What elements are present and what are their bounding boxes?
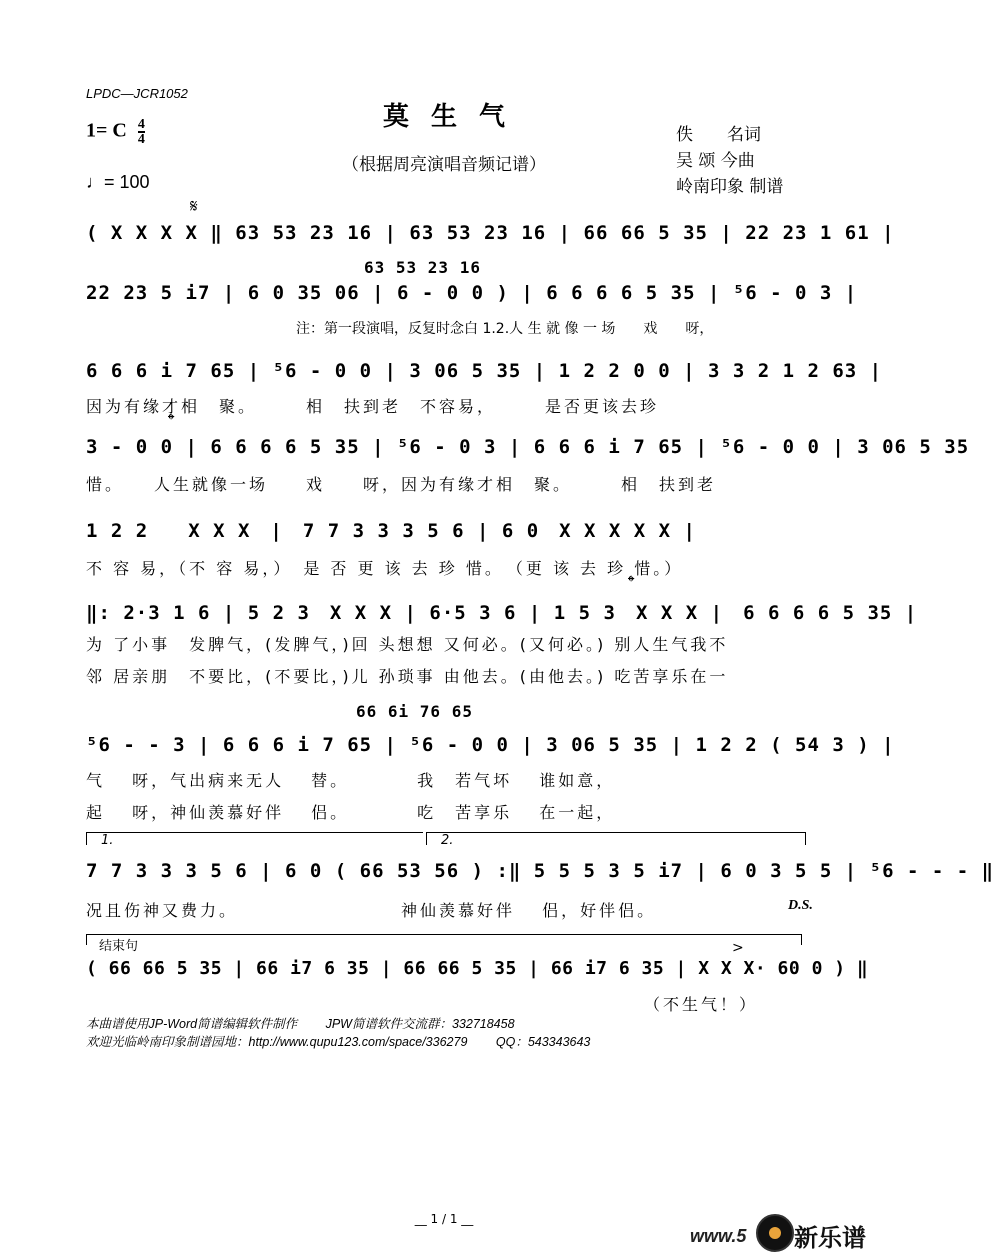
notation-row-2: 22 23 5 i7 | 6 0 35 06 | 6 - 0 0 ) | 6 6 6 6 5 35 | ⁵6 - 0 3 |	[86, 282, 858, 304]
credits	[676, 122, 783, 200]
ending-frame	[86, 934, 802, 954]
footer-software-note: 本曲谱使用JP-Word简谱编辑软件制作 JPW简谱软件交流群：332718458	[86, 1017, 515, 1031]
song-subtitle: （根据周亮演唱音频记谱）	[342, 155, 546, 175]
notation-row-2-upper: 63 53 23 16	[364, 258, 481, 277]
key-text: 1= C	[86, 119, 127, 142]
notation-row-7-upper: 66 6i 76 65	[356, 702, 473, 721]
notation-row-7: ⁵6 - - 3 | 6 6 6 i 7 65 | ⁵6 - 0 0 | 3 06 5 35 | 1 2 2 ( 54 3 ) |	[86, 734, 895, 756]
watermark-brand: 新乐谱	[794, 1224, 866, 1252]
footer-website-note: 欢迎光临岭南印象制谱园地：http://www.qupu123.com/space/336279 QQ：543343643	[86, 1035, 591, 1049]
time-bottom: 4	[137, 132, 145, 147]
credit-composer: 吴 颂 今曲	[676, 151, 755, 171]
dal-segno-mark: D.S.	[788, 898, 813, 913]
page-indicator: __ 1 / 1 __	[414, 1212, 474, 1226]
score-code: LPDC—JCR1052	[86, 86, 188, 101]
performance-note: 注：第一段演唱，反复时念白 1.2.人 生 就 像 一 场 戏 呀，	[296, 321, 714, 337]
ending-label: 结束句	[99, 939, 139, 954]
tempo-mark: ♩= 100	[86, 172, 150, 192]
credit-lyricist: 佚 名词	[676, 125, 761, 145]
accent-mark: >	[732, 940, 744, 956]
song-title: 莫生气	[382, 102, 527, 132]
volta-1-label: 1.	[101, 833, 114, 848]
coda-icon: 𝄌	[168, 410, 175, 431]
volta-second-ending	[426, 832, 806, 848]
notation-row-3: 6 6 6 i 7 65 | ⁵6 - 0 0 | 3 06 5 35 | 1 2 2 0 0 | 3 3 2 1 2 63 |	[86, 360, 883, 382]
coda-icon-2: 𝄌	[628, 572, 635, 593]
time-top: 4	[137, 117, 145, 132]
lyrics-row-5: 不 容 易，（不 容 易，） 是 否 更 该 去 珍 惜。 （更 该 去 珍 惜。）	[86, 559, 684, 578]
lyrics-row-6-verse-1: 为 了小事 发脾气，(发脾气，)回 头想想 又何必。(又何必。) 别人生气我不	[86, 635, 729, 654]
volta-2-label: 2.	[441, 833, 454, 848]
notation-row-8: 7 7 3 3 3 5 6 | 6 0 ( 66 53 56 ) :‖ 5 5 5 3 5 i7 | 6 0 3 5 5 | ⁵6 - - - ‖	[86, 860, 994, 882]
notation-row-4: 3 - 0 0 | 6 6 6 6 5 35 | ⁵6 - 0 3 | 6 6 6 i 7 65 | ⁵6 - 0 0 | 3 06 5 35	[86, 436, 970, 458]
volta-first-ending	[86, 832, 423, 848]
credit-arranger: 岭南印象 制谱	[676, 177, 784, 197]
lyrics-row-7-verse-1: 气 呀，气出病来无人 替。 我 若气坏 谁如意，	[86, 771, 616, 790]
lyrics-ending: （不生气！）	[644, 995, 759, 1014]
notation-row-1: ( X X X X ‖ 63 53 23 16 | 63 53 23 16 | 66 66 5 35 | 22 23 1 61 |	[86, 222, 895, 244]
watermark-url: www.5	[690, 1226, 747, 1246]
lyrics-row-8: 况且伤神又费力。 神仙羡慕好伴 侣，好伴侣。	[86, 901, 657, 920]
lyrics-row-7-verse-2: 起 呀，神仙羡慕好伴 侣。 吃 苦享乐 在一起，	[86, 803, 616, 822]
lyrics-row-3: 因为有缘才相 聚。 相 扶到老 不容易， 是否更该去珍	[86, 397, 660, 416]
notation-row-6: ‖: 2·3 1 6 | 5 2 3 X X X | 6·5 3 6 | 1 5 3 X X X | 6 6 6 6 5 35 |	[86, 602, 918, 624]
record-logo-icon	[756, 1214, 794, 1252]
lyrics-row-4: 惜。 人生就像一场 戏 呀，因为有缘才相 聚。 相 扶到老	[86, 475, 717, 494]
notation-row-ending: ( 66 66 5 35 | 66 i7 6 35 | 66 66 5 35 | 66 i7 6 35 | X X X· 60 0 ) ‖	[86, 958, 869, 979]
segno-icon: 𝄋	[190, 196, 198, 217]
notation-row-5: 1 2 2 X X X | 7 7 3 3 3 5 6 | 6 0 X X X X X |	[86, 520, 696, 542]
lyrics-row-6-verse-2: 邻 居亲朋 不要比，(不要比，)儿 孙琐事 由他去。(由他去。) 吃苦享乐在一	[86, 667, 729, 686]
